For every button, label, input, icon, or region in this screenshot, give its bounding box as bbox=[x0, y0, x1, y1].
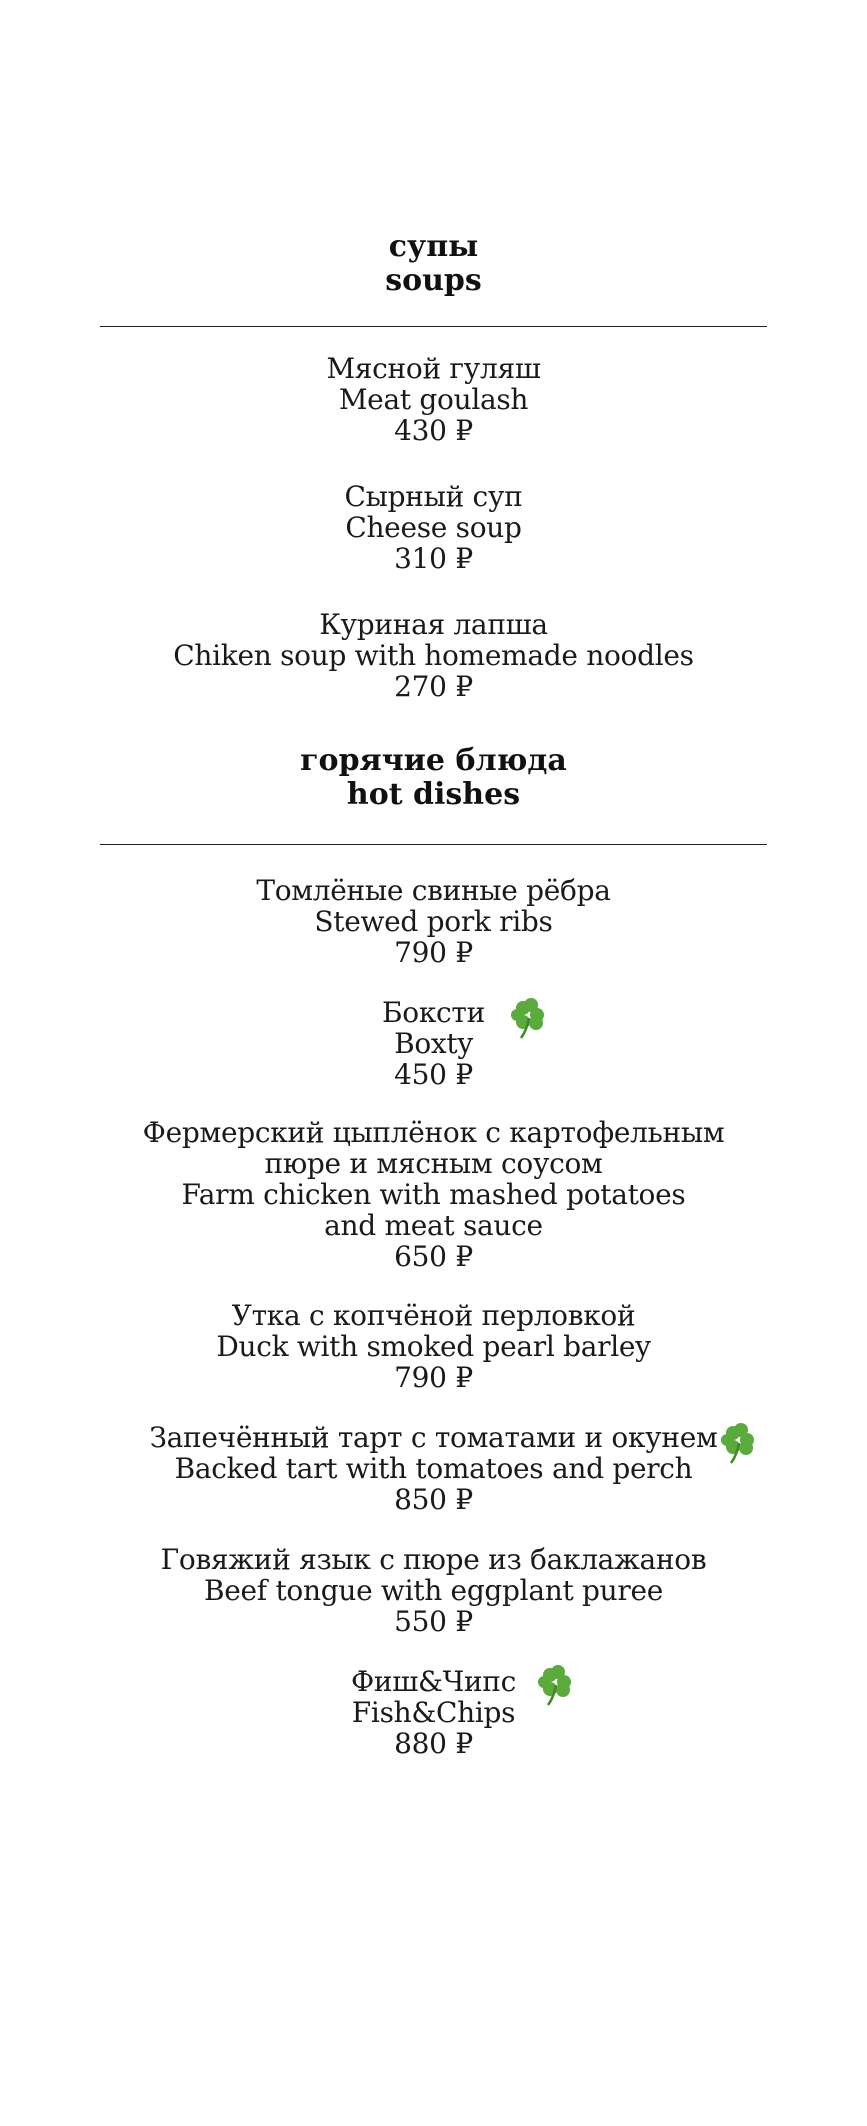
section-title-ru: супы bbox=[388, 229, 479, 264]
item-name-en: Beef tongue with eggplant puree bbox=[203, 1574, 664, 1607]
shamrock-icon bbox=[538, 1665, 576, 1707]
item-name-en: Fish&Chips bbox=[351, 1696, 516, 1729]
item-name-ru: Утка с копчёной перловкой bbox=[231, 1299, 636, 1332]
menu-item bbox=[0, 997, 867, 1090]
item-name-ru: Запечённый тарт с томатами и окунем bbox=[149, 1421, 718, 1454]
item-name-en: Duck with smoked pearl barley bbox=[216, 1330, 651, 1363]
menu-item bbox=[0, 1666, 867, 1759]
item-name-ru: Куриная лапша bbox=[319, 608, 548, 641]
item-name-en: and meat sauce bbox=[324, 1209, 543, 1242]
item-price: 310 ₽ bbox=[394, 542, 473, 575]
item-price: 430 ₽ bbox=[394, 414, 473, 447]
item-price: 450 ₽ bbox=[394, 1058, 473, 1091]
shamrock-icon bbox=[721, 1423, 759, 1465]
item-name-en: Boxty bbox=[394, 1027, 473, 1060]
item-name-en: Meat goulash bbox=[338, 383, 529, 416]
menu-item bbox=[0, 609, 867, 702]
section-divider bbox=[100, 326, 767, 327]
item-name-ru: Мясной гуляш bbox=[326, 352, 541, 385]
section-divider bbox=[100, 844, 767, 845]
item-name-ru: пюре и мясным соусом bbox=[264, 1147, 603, 1180]
item-name-en: Backed tart with tomatoes and perch bbox=[174, 1452, 693, 1485]
section-title-ru: горячие блюда bbox=[300, 743, 567, 778]
menu-item bbox=[0, 481, 867, 574]
section-title-en: soups bbox=[385, 263, 482, 298]
item-price: 880 ₽ bbox=[394, 1727, 473, 1760]
section-heading-hot-dishes bbox=[0, 744, 867, 812]
item-price: 850 ₽ bbox=[394, 1483, 473, 1516]
shamrock-icon bbox=[511, 998, 549, 1040]
menu-item bbox=[0, 875, 867, 968]
item-price: 270 ₽ bbox=[394, 670, 473, 703]
menu-item bbox=[0, 353, 867, 446]
item-name-en: Cheese soup bbox=[345, 511, 522, 544]
item-name-ru: Боксти bbox=[382, 996, 485, 1029]
section-title-en: hot dishes bbox=[346, 777, 521, 812]
item-name-ru: Фиш&Чипс bbox=[350, 1665, 517, 1698]
menu-item bbox=[0, 1544, 867, 1637]
item-name-en: Farm chicken with mashed potatoes bbox=[181, 1178, 686, 1211]
item-name-ru: Фермерский цыплёнок с картофельным bbox=[142, 1116, 725, 1149]
section-heading-soups bbox=[0, 230, 867, 298]
item-price: 550 ₽ bbox=[394, 1605, 473, 1638]
menu-item bbox=[0, 1300, 867, 1393]
item-name-ru: Томлёные свиные рёбра bbox=[256, 874, 611, 907]
menu-item bbox=[0, 1117, 867, 1272]
item-price: 650 ₽ bbox=[394, 1240, 473, 1273]
item-price: 790 ₽ bbox=[394, 1361, 473, 1394]
item-name-en: Chiken soup with homemade noodles bbox=[173, 639, 694, 672]
item-name-ru: Говяжий язык с пюре из баклажанов bbox=[160, 1543, 707, 1576]
item-name-ru: Сырный суп bbox=[344, 480, 523, 513]
item-price: 790 ₽ bbox=[394, 936, 473, 969]
item-name-en: Stewed pork ribs bbox=[314, 905, 553, 938]
